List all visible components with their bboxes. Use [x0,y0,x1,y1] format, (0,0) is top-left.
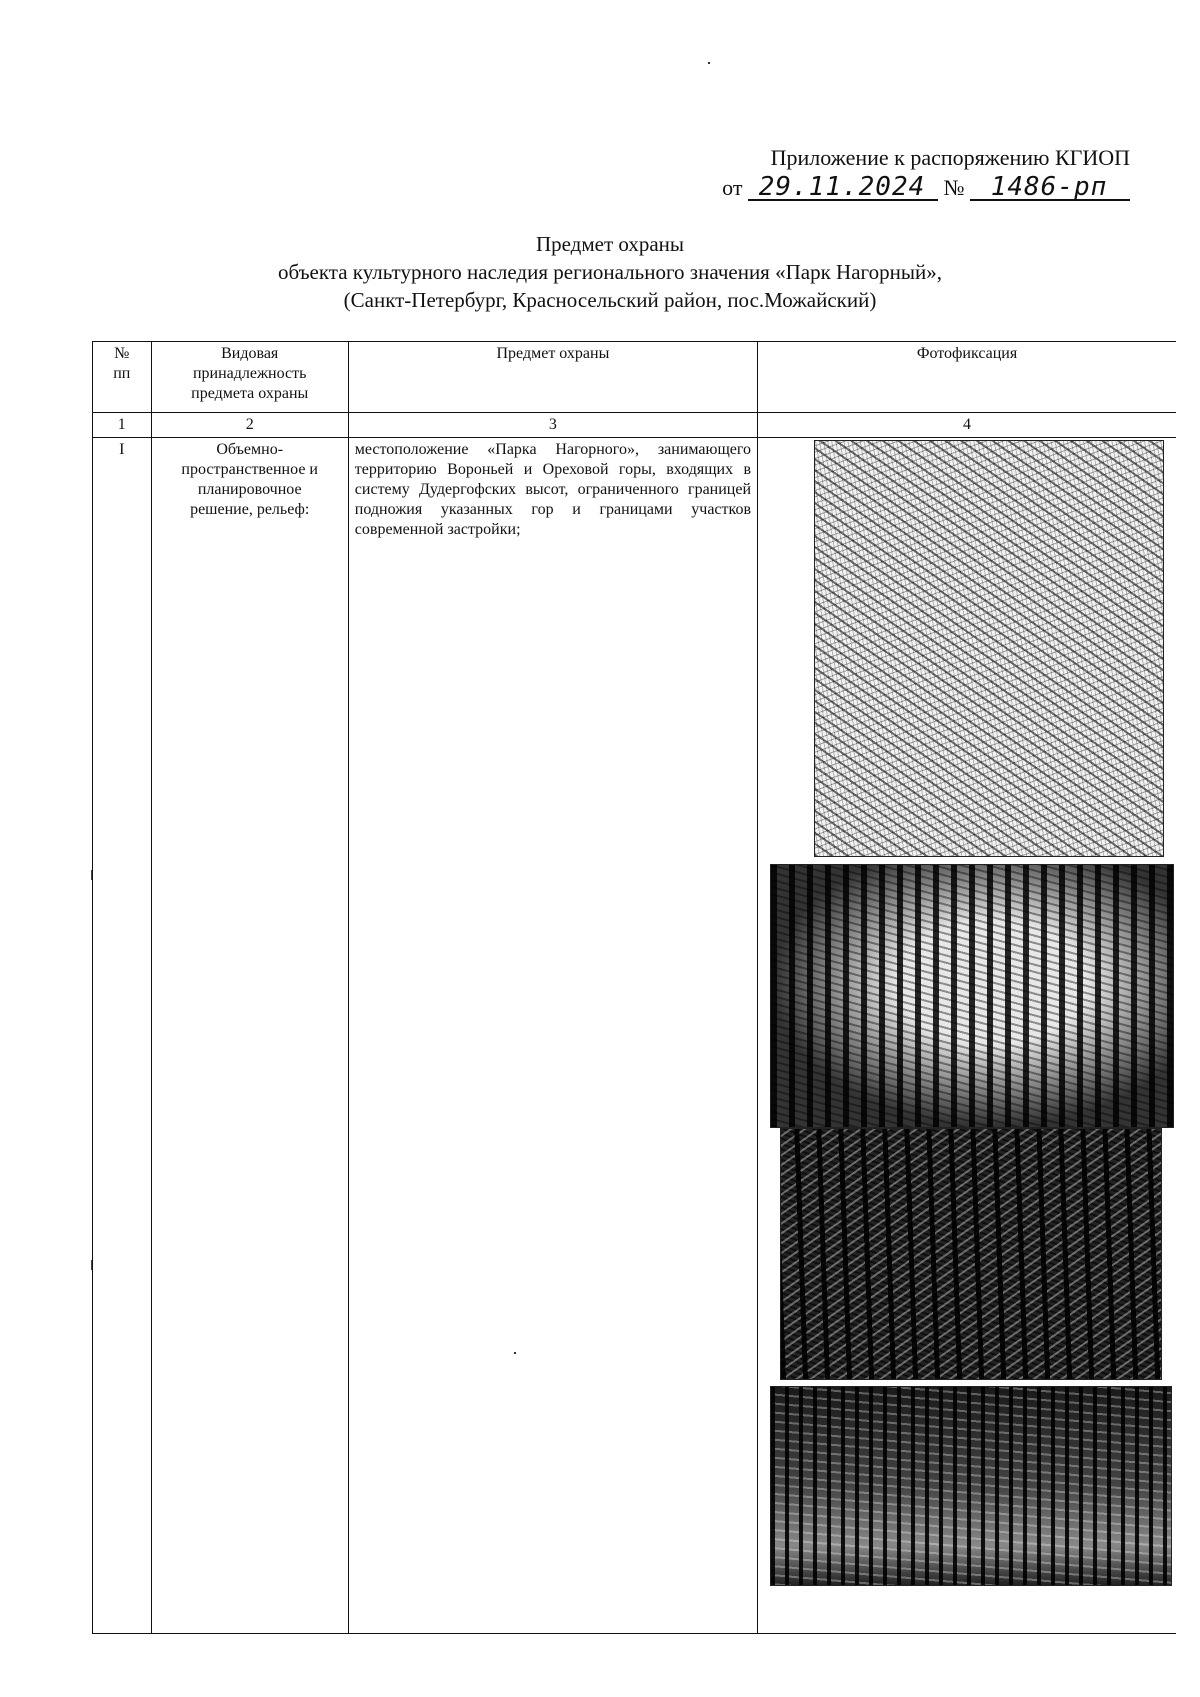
photo-1 [814,440,1164,857]
header-cell-photo: Фотофиксация [758,342,1176,413]
row-index-cell: I [93,438,152,1634]
photo-4 [770,1386,1172,1586]
header-cell-number: № пп [93,342,152,413]
order-reference [710,174,1130,202]
order-number: 1486-рп [970,175,1130,201]
appendix-header [710,144,1130,202]
photo-3 [780,1128,1162,1380]
column-number-cell: 3 [348,413,757,438]
title-line-2: объекта культурного наследия регионального значения «Парк Нагорный», [278,260,942,284]
column-number-row [93,413,1177,438]
header-cell-subject: Предмет охраны [348,342,757,413]
column-number-cell: 4 [758,413,1176,438]
title-line-3: (Санкт-Петербург, Красносельский район, пос.Можайский) [343,288,877,312]
order-date: 29.11.2024 [748,175,938,201]
photo-strip [758,438,1176,1629]
row-subject-cell: местоположение «Парка Нагорного», занимающего территорию Вороньей и Ореховой горы, входящих в систему Дудергофских высот, ограниченного границей подножия указанных гор и границами участков современной застройки; [348,438,757,1634]
document-title [120,230,1100,314]
scan-speck [708,62,710,64]
photo-2 [770,864,1174,1128]
from-label: от [722,175,743,200]
appendix-caption: Приложение к распоряжению КГИОП [770,145,1130,170]
row-photo-cell [758,438,1176,1634]
column-number-cell: 2 [151,413,348,438]
table-row [93,438,1177,1634]
column-number-cell: 1 [93,413,152,438]
row-category-cell: Объемно- пространственное и планировочное решение, рельеф: [151,438,348,1634]
table-header-row [93,342,1177,413]
title-line-1: Предмет охраны [535,232,685,256]
protection-subject-table [92,341,1176,1634]
header-cell-category: Видовая принадлежность предмета охраны [151,342,348,413]
number-label: № [943,175,965,200]
